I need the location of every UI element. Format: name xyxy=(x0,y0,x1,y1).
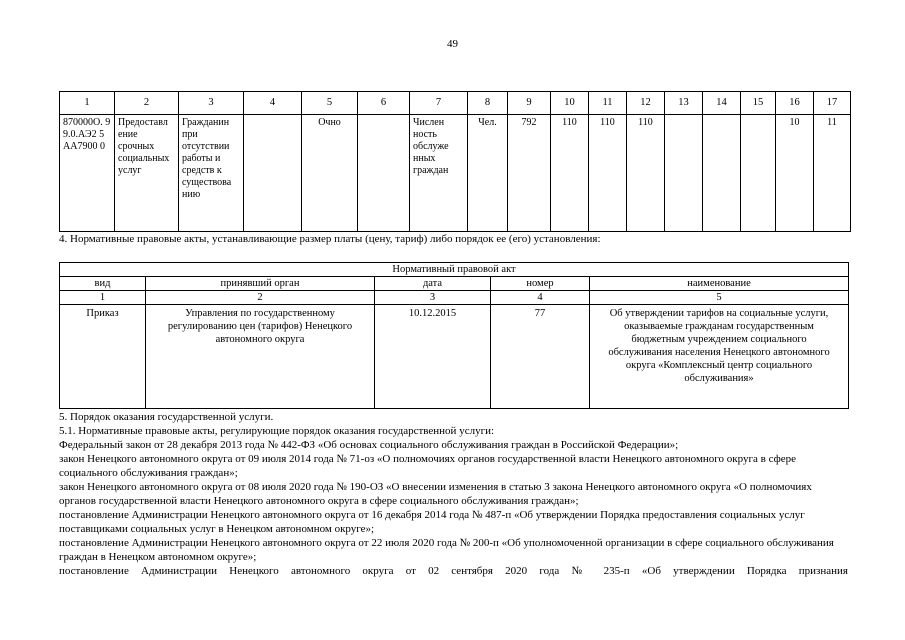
section-4-title: 4. Нормативные правовые акты, устанавливающие размер платы (цену, тариф) либо порядок ее (его) установления: xyxy=(59,233,601,245)
header-cell: дата xyxy=(375,277,491,291)
act-number-cell: 77 xyxy=(491,305,590,409)
table-row xyxy=(60,305,849,409)
header-cell: принявший орган xyxy=(146,277,375,291)
legal-act-line: постановление Администрации Ненецкого автономного округа от 16 декабря 2014 года № 487-п «Об утверждении Порядка предоставления социальных услуг поставщиками социальных услуг в Ненецком автономном округе»; xyxy=(59,509,805,535)
number-cell: 4 xyxy=(491,291,590,305)
header-cell: 12 xyxy=(627,92,665,115)
header-cell: 17 xyxy=(814,92,851,115)
service-form-cell: Очно xyxy=(302,115,358,232)
service-content-cell: Предоставл ение срочных социальных услуг xyxy=(115,115,179,232)
section-5 xyxy=(59,410,848,578)
legal-act-line: постановление Администрации Ненецкого автономного округа от 22 июля 2020 года № 200-п «Об уполномоченной организации в сфере социального обслуживания граждан в Ненецком автономном округе»; xyxy=(59,537,834,563)
legal-act-line: постановление Администрации Ненецкого автономного округа от 02 сентября 2020 года № 235-п «Об утверждении Порядка признания xyxy=(59,565,848,577)
header-cell: 11 xyxy=(589,92,627,115)
table-row xyxy=(60,115,851,232)
value-cell: 110 xyxy=(589,115,627,232)
section-5-1-title: 5.1. Нормативные правовые акты, регулирующие порядок оказания государственной услуги: xyxy=(59,425,495,437)
table-cell xyxy=(665,115,703,232)
header-cell: 9 xyxy=(508,92,551,115)
table-header-row xyxy=(60,92,851,115)
header-cell: 4 xyxy=(244,92,302,115)
header-cell: 14 xyxy=(703,92,741,115)
header-cell: 13 xyxy=(665,92,703,115)
table-group-header-row xyxy=(60,263,849,277)
legal-act-line: закон Ненецкого автономного округа от 08 июля 2020 года № 190-ОЗ «О внесении изменения в статью 3 закона Ненецкого автономного округа «О полномочиях органов государственной власти Ненецкого автономного округа в сфере социального обслуживания граждан»; xyxy=(59,481,812,507)
deviation-abs-cell: 11 xyxy=(814,115,851,232)
act-type-cell: Приказ xyxy=(60,305,146,409)
page-number: 49 xyxy=(447,38,458,50)
header-cell: 16 xyxy=(776,92,814,115)
issuing-body-cell: Управления по государственному регулированию цен (тарифов) Ненецкого автономного округа xyxy=(146,305,375,409)
act-title-cell: Об утверждении тарифов на социальные услуги, оказываемые гражданам государственным бюджетным учреждением социального обслуживания населения Ненецкого автономного округа «Комплексный центр социального обслуживания» xyxy=(590,305,849,409)
table-number-row xyxy=(60,291,849,305)
legal-acts-table xyxy=(59,262,849,409)
number-cell: 2 xyxy=(146,291,375,305)
header-cell: 10 xyxy=(551,92,589,115)
value-cell: 110 xyxy=(627,115,665,232)
unit-cell: Чел. xyxy=(468,115,508,232)
header-cell: наименование xyxy=(590,277,849,291)
number-cell: 1 xyxy=(60,291,146,305)
service-condition-cell: Гражданин при отсутствии работы и средств к существова нию xyxy=(179,115,244,232)
header-cell: номер xyxy=(491,277,590,291)
registry-code-cell: 870000О. 99.0.АЭ2 5АА7900 0 xyxy=(60,115,115,232)
okei-code-cell: 792 xyxy=(508,115,551,232)
header-cell: вид xyxy=(60,277,146,291)
header-cell: 15 xyxy=(741,92,776,115)
legal-act-line: закон Ненецкого автономного округа от 09 июля 2014 года № 71-оз «О полномочиях органов государственной власти Ненецкого автономного округа в сфере социального обслуживания граждан»; xyxy=(59,453,796,479)
header-cell: 1 xyxy=(60,92,115,115)
table-cell xyxy=(703,115,741,232)
legal-act-line: Федеральный закон от 28 декабря 2013 года № 442-ФЗ «Об основах социального обслуживания граждан в Российской Федерации»; xyxy=(59,439,679,451)
indicator-name-cell: Числен ность обслуже нных граждан xyxy=(410,115,468,232)
header-cell: 5 xyxy=(302,92,358,115)
number-cell: 3 xyxy=(375,291,491,305)
table-cell xyxy=(741,115,776,232)
service-volume-table xyxy=(59,91,851,232)
table-cell xyxy=(358,115,410,232)
number-cell: 5 xyxy=(590,291,849,305)
header-cell: 8 xyxy=(468,92,508,115)
section-5-title: 5. Порядок оказания государственной услуги. xyxy=(59,411,274,423)
value-cell: 110 xyxy=(551,115,589,232)
table-header-row xyxy=(60,277,849,291)
table-cell xyxy=(244,115,302,232)
deviation-percent-cell: 10 xyxy=(776,115,814,232)
header-cell: 3 xyxy=(179,92,244,115)
act-date-cell: 10.12.2015 xyxy=(375,305,491,409)
group-header-cell: Нормативный правовой акт xyxy=(60,263,849,277)
header-cell: 2 xyxy=(115,92,179,115)
header-cell: 6 xyxy=(358,92,410,115)
header-cell: 7 xyxy=(410,92,468,115)
